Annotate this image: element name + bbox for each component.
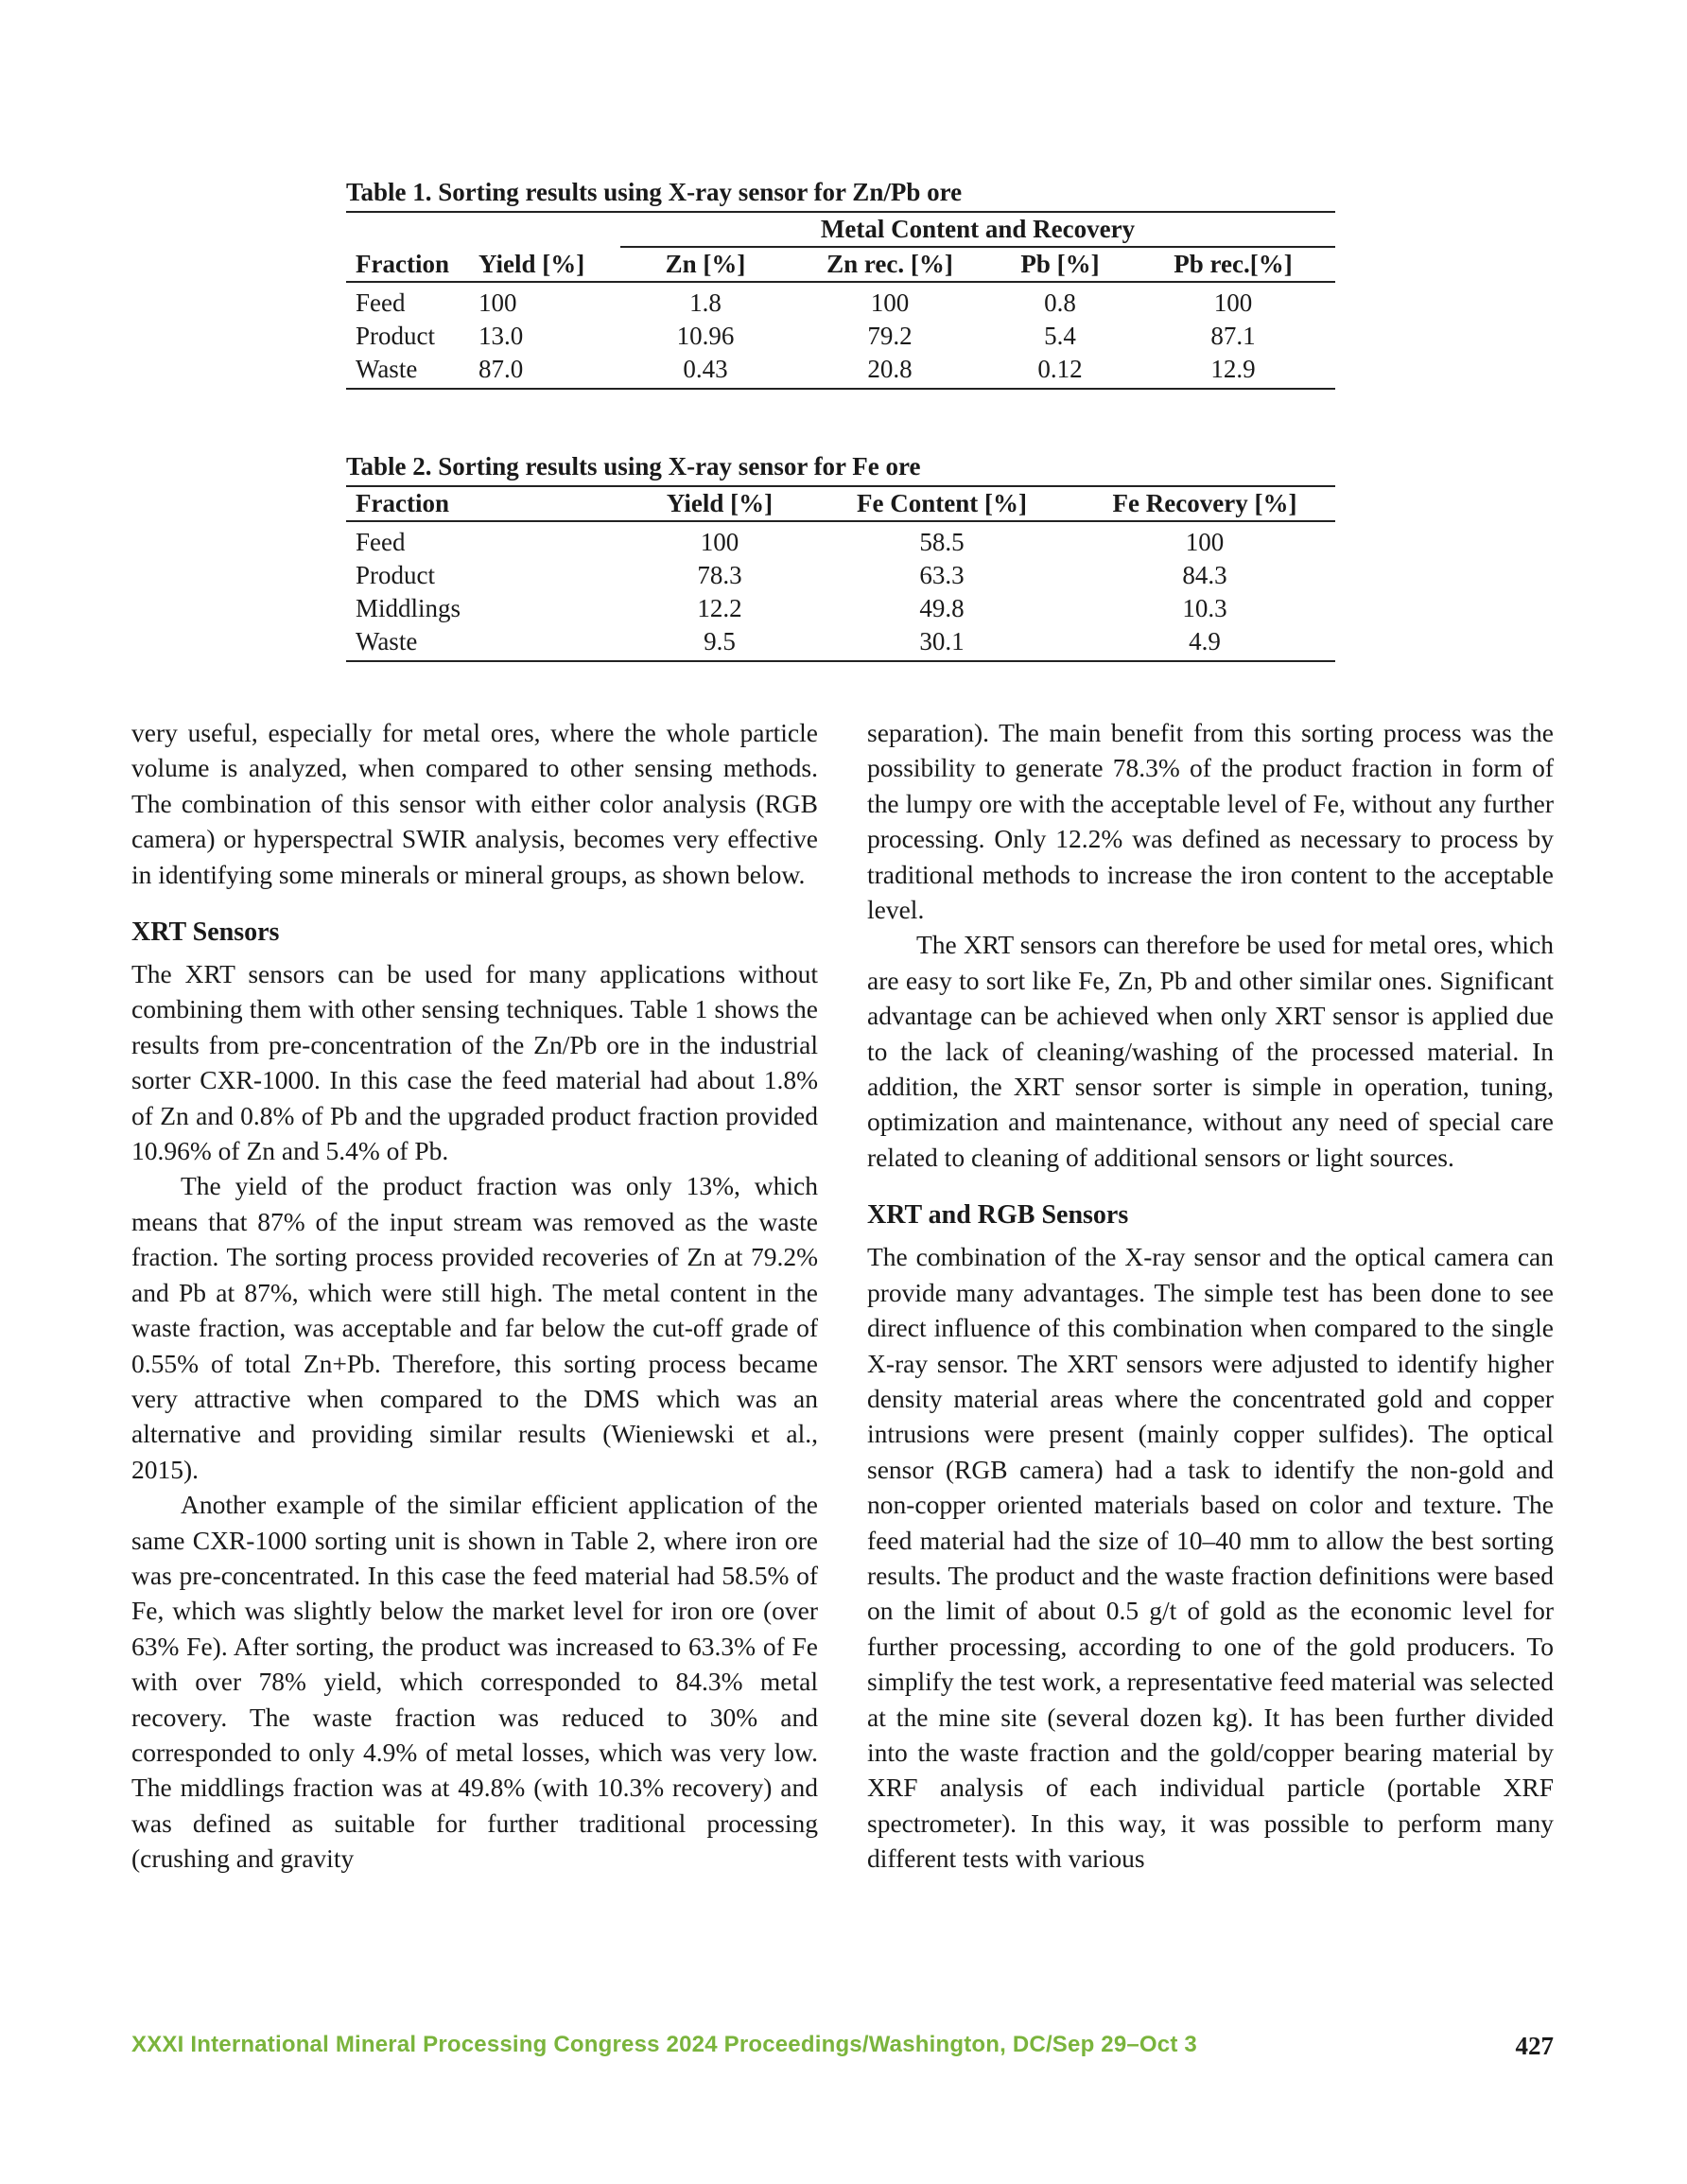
left-column: [131, 715, 818, 1877]
section-heading-xrt-rgb-sensors: XRT and RGB Sensors: [867, 1200, 1129, 1231]
table-cell: 10.3: [1182, 594, 1227, 622]
table-1-col-header: Zn rec. [%]: [826, 250, 953, 278]
table-2-grid: [346, 485, 1335, 662]
table-cell: 84.3: [1182, 561, 1227, 589]
table-cell: Feed: [356, 528, 406, 556]
table-1-group-header: Metal Content and Recovery: [620, 212, 1335, 247]
paragraph: The XRT sensors can be used for many applications without combining them with other sensing techniques. Table 1 shows the results from pre-concentration of the Zn/Pb ore in the industrial sorter CXR-1000. In this case the feed material had about 1.8% of Zn and 0.8% of Pb and the upgraded product fraction provided 10.96% of Zn and 5.4% of Pb.: [131, 959, 818, 1166]
table-row: [346, 559, 1335, 592]
table-cell: Waste: [356, 355, 418, 383]
table-2: [346, 452, 1335, 662]
table-cell: Waste: [356, 627, 418, 655]
table-1-col-header: Fraction: [356, 249, 449, 278]
page-number: 427: [1515, 2032, 1554, 2060]
table-cell: 4.9: [1189, 627, 1221, 655]
table-row: [346, 592, 1335, 625]
table-1-col-header: Pb [%]: [1020, 250, 1100, 278]
table-cell: 100: [870, 288, 910, 317]
table-1-grid: [346, 211, 1335, 390]
section-heading-xrt-sensors: XRT Sensors: [131, 917, 280, 948]
paragraph: Another example of the similar efficient application of the same CXR-1000 sorting unit is shown in Table 2, where iron ore was pre-concentrated. In this case the feed material had 58.5% of Fe, which was slightly below the market level for iron ore (over 63% Fe). After sorting, the product was increased to 63.3% of Fe with over 78% yield, which corresponded to 84.3% metal recovery. The waste fraction was reduced to 30% and corresponded to only 4.9% of metal losses, which was very low. The middlings fraction was at 49.8% (with 10.3% recovery) and was defined as suitable for further traditional processing (crushing and gravity: [131, 1490, 818, 1874]
table-1-col-header: Yield [%]: [478, 249, 585, 278]
table-cell: 0.8: [1044, 288, 1076, 317]
table-cell: Product: [356, 322, 435, 350]
table-cell: Middlings: [356, 594, 461, 622]
table-cell: 79.2: [867, 322, 913, 350]
table-2-col-header: Fe Recovery [%]: [1112, 489, 1297, 517]
table-cell: 100: [1185, 528, 1225, 556]
table-cell: 20.8: [867, 355, 913, 383]
table-cell: 12.9: [1210, 355, 1256, 383]
table-cell: Feed: [356, 288, 406, 317]
table-1: [346, 178, 1335, 390]
table-1-group-header-row: [346, 212, 1335, 247]
table-cell: 5.4: [1044, 322, 1076, 350]
table-1-header-row: [346, 247, 1335, 282]
paragraph: The combination of the X-ray sensor and the optical camera can provide many advantages. The simple test has been done to see direct influence of this combination when compared to the single X-ray sensor. The XRT sensors were adjusted to identify higher density material areas where the concentrated gold and copper intrusions were present (mainly copper sulfides). The optical sensor (RGB camera) had a task to identify the non-gold and non-copper oriented materials based on color and texture. The feed material had the size of 10–40 mm to allow the best sorting results. The product and the waste fraction definitions were based on the limit of about 0.5 g/t of gold as the economic level for further processing, according to one of the gold producers. To simplify the test work, a representative feed material was selected at the mine site (several dozen kg). It has been further divided into the waste fraction and the gold/copper bearing material by XRF analysis of each individual particle (portable XRF spectrometer). In this way, it was possible to perform many different tests with various: [867, 1242, 1554, 1874]
table-cell: 49.8: [919, 594, 965, 622]
table-cell: 13.0: [478, 322, 524, 350]
paragraph: separation). The main benefit from this sorting process was the possibility to generate 78.3% of the product fraction in form of the lumpy ore with the acceptable level of Fe, without any further processing. Only 12.2% was defined as necessary to process by traditional methods to increase the iron content to the acceptable level.: [867, 718, 1554, 925]
table-cell: 12.2: [697, 594, 742, 622]
page-footer: [131, 2032, 1554, 2064]
table-cell: 30.1: [919, 627, 965, 655]
paragraph: The XRT sensors can therefore be used for metal ores, which are easy to sort like Fe, Zn, Pb and other similar ones. Significant advantage can be achieved when only XRT sensor is applied due to the lack of cleaning/washing of the processed material. In addition, the XRT sensor sorter is simple in operation, tuning, optimization and maintenance, without any need of special care related to cleaning of additional sensors or light sources.: [867, 930, 1554, 1172]
table-cell: Product: [356, 561, 435, 589]
table-1-col-header: Zn [%]: [665, 250, 746, 278]
table-cell: 1.8: [689, 288, 722, 317]
table-2-caption: Table 2. Sorting results using X-ray sensor for Fe ore: [346, 452, 921, 480]
table-cell: 0.12: [1037, 355, 1083, 383]
table-2-col-header: Fe Content [%]: [857, 489, 1027, 517]
paragraph: The yield of the product fraction was only 13%, which means that 87% of the input stream was removed as the waste fraction. The sorting process provided recoveries of Zn at 79.2% and Pb at 87%, which were still high. The metal content in the waste fraction, was acceptable and far below the cut-off grade of 0.55% of total Zn+Pb. Therefore, this sorting process became very attractive when compared to the DMS which was an alternative and providing similar results (Wieniewski et al., 2015).: [131, 1171, 818, 1484]
table-cell: 87.1: [1210, 322, 1256, 350]
table-cell: 100: [700, 528, 739, 556]
table-row: [346, 282, 1335, 320]
table-2-col-header: Fraction: [356, 489, 449, 517]
table-cell: 100: [1213, 288, 1253, 317]
table-cell: 9.5: [704, 627, 736, 655]
table-1-caption: Table 1. Sorting results using X-ray sensor for Zn/Pb ore: [346, 178, 963, 206]
table-cell: 78.3: [697, 561, 742, 589]
table-2-header-row: [346, 486, 1335, 521]
table-row: [346, 353, 1335, 389]
table-row: [346, 521, 1335, 559]
footer-proceedings-text: XXXI International Mineral Processing Congress 2024 Proceedings/Washington, DC/Sep 29–Oct 3: [131, 2032, 1197, 2057]
table-cell: 10.96: [676, 322, 735, 350]
table-cell: 63.3: [919, 561, 965, 589]
paragraph: very useful, especially for metal ores, where the whole particle volume is analyzed, when compared to other sensing methods. The combination of this sensor with either color analysis (RGB camera) or hyperspectral SWIR analysis, becomes very effective in identifying some minerals or mineral groups, as shown below.: [131, 718, 818, 889]
table-cell: 58.5: [919, 528, 965, 556]
table-row: [346, 625, 1335, 661]
table-row: [346, 320, 1335, 353]
table-1-col-header: Pb rec.[%]: [1174, 250, 1293, 278]
table-cell: 100: [478, 288, 517, 317]
table-cell: 87.0: [478, 355, 524, 383]
table-cell: 0.43: [683, 355, 728, 383]
right-column: [867, 715, 1554, 1877]
table-2-col-header: Yield [%]: [666, 489, 774, 517]
